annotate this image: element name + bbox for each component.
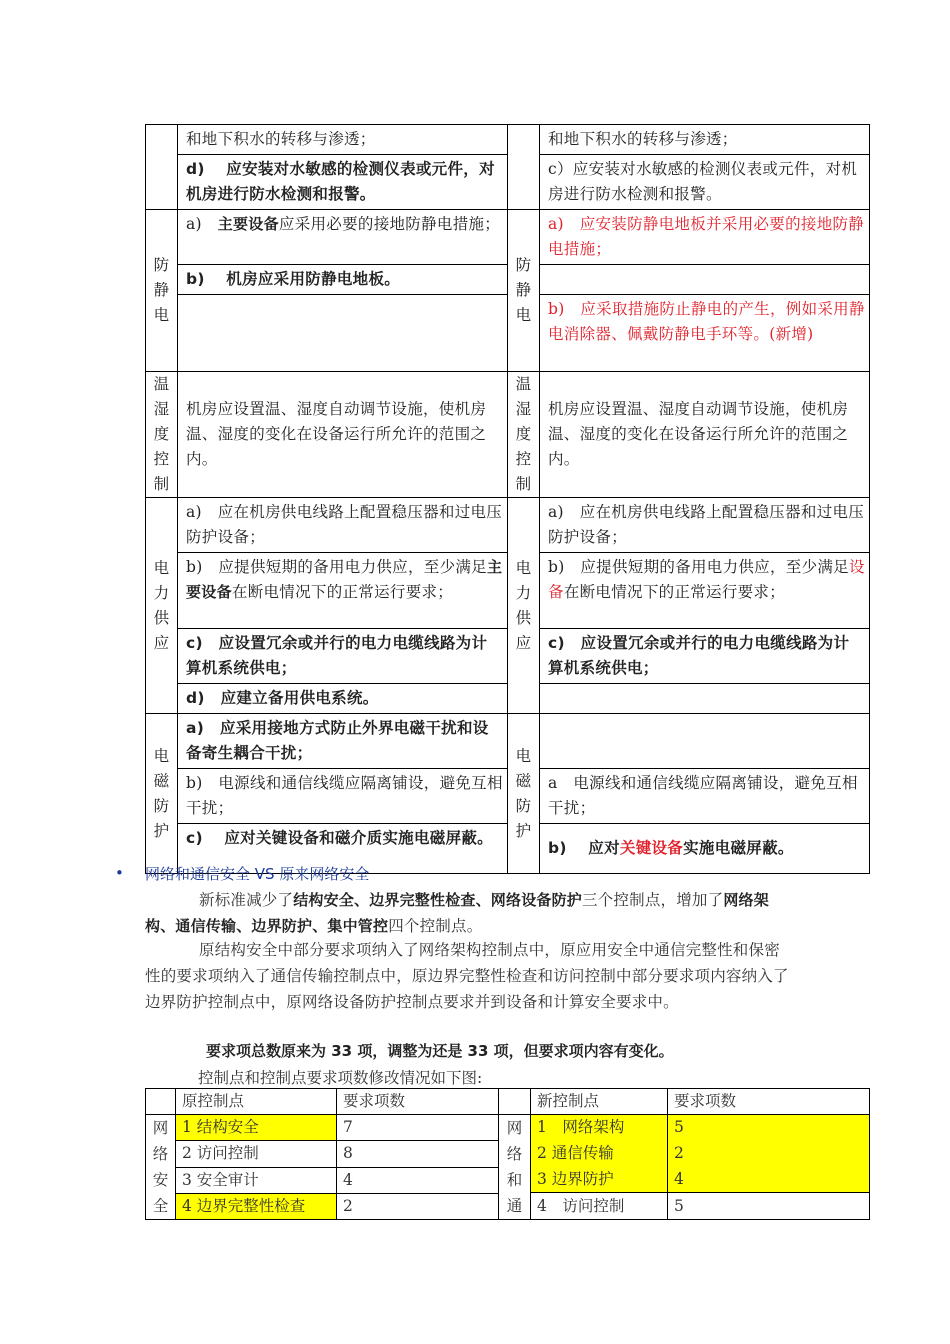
label-power-left: 电力供应 xyxy=(146,498,178,714)
power-right-c: c) 应设置冗余或并行的电力电缆线路为计算机系统供电； xyxy=(540,629,870,684)
emi-right-a: a 电源线和通信线缆应隔离铺设，避免互相干扰； xyxy=(540,769,870,824)
old-group-label: 网络安全 xyxy=(146,1115,176,1220)
power-right-a: a) 应在机房供电线路上配置稳压器和过电压防护设备； xyxy=(540,498,870,553)
static-right-b: b) 应采取措施防止静电的产生，例如采用静电消除器、佩戴防静电手环等。(新增) xyxy=(540,295,870,372)
emi-left-b: b) 电源线和通信线缆应隔离铺设，避免互相干扰； xyxy=(178,769,508,824)
label-humidity-right: 温湿度控制 xyxy=(508,372,540,498)
old-row-count: 7 xyxy=(337,1115,499,1141)
emi-right-b: b) 应对关键设备实施电磁屏蔽。 xyxy=(540,824,870,874)
paragraph-details: 原结构安全中部分要求项纳入了网络架构控制点中，原应用安全中通信完整性和保密性的要求项纳入了通信传输控制点中，原边界完整性检查和访问控制中部分要求项内容纳入了边界防护控制点中，原网络设备防护控制点要求并到设备和计算安全要求中。 xyxy=(145,941,789,1011)
label-humidity-left: 温湿度控制 xyxy=(146,372,178,498)
static-left-a: a) 主要设备应采用必要的接地防静电措施； xyxy=(178,210,508,265)
humidity-left: 机房应设置温、湿度自动调节设施，使机房温、湿度的变化在设备运行所允许的范围之内。 xyxy=(178,372,508,498)
old-row-name: 1 结构安全 xyxy=(176,1115,337,1141)
new-row-name: 3 边界防护 xyxy=(531,1166,668,1192)
power-left-b: b) 应提供短期的备用电力供应，至少满足主要设备在断电情况下的正常运行要求； xyxy=(178,553,508,629)
new-row-count: 5 xyxy=(668,1193,870,1220)
new-row-name: 1 网络架构 xyxy=(531,1115,668,1141)
water-left-1: 和地下积水的转移与渗透； xyxy=(178,125,508,155)
new-row-count: 5 xyxy=(668,1115,870,1141)
old-row-name: 3 安全审计 xyxy=(176,1167,337,1193)
old-row-count: 2 xyxy=(337,1193,499,1219)
old-row-name: 4 边界完整性检查 xyxy=(176,1193,337,1219)
new-header-count: 要求项数 xyxy=(668,1089,870,1115)
new-row-count: 4 xyxy=(668,1166,870,1192)
water-right-c: c）应安装对水敏感的检测仪表或元件，对机房进行防水检测和报警。 xyxy=(540,155,870,210)
humidity-right: 机房应设置温、湿度自动调节设施，使机房温、湿度的变化在设备运行所允许的范围之内。 xyxy=(540,372,870,498)
power-left-a: a) 应在机房供电线路上配置稳压器和过电压防护设备； xyxy=(178,498,508,553)
section-title: 网络和通信安全 VS 原来网络安全 xyxy=(145,865,370,883)
new-row-name: 2 通信传输 xyxy=(531,1141,668,1167)
water-left-d: d) 应安装对水敏感的检测仪表或元件，对机房进行防水检测和报警。 xyxy=(178,155,508,210)
empty-cell xyxy=(178,295,508,372)
new-control-table xyxy=(498,1088,870,1220)
empty-cell xyxy=(540,684,870,714)
empty-cell xyxy=(540,265,870,295)
new-group-label: 网络和通 xyxy=(499,1115,531,1220)
emi-left-a: a) 应采用接地方式防止外界电磁干扰和设备寄生耦合干扰； xyxy=(178,714,508,769)
empty-cell xyxy=(146,1089,176,1115)
label-power-right: 电力供应 xyxy=(508,498,540,714)
new-row-name: 4 访问控制 xyxy=(531,1193,668,1220)
old-control-table xyxy=(145,1088,499,1220)
old-row-count: 4 xyxy=(337,1167,499,1193)
empty-label-cell xyxy=(508,125,540,210)
empty-cell xyxy=(540,714,870,769)
table-caption: 控制点和控制点要求项数修改情况如下图: xyxy=(198,1069,483,1087)
label-emi-left: 电磁防护 xyxy=(146,714,178,874)
old-row-name: 2 访问控制 xyxy=(176,1141,337,1167)
label-static-left: 防静电 xyxy=(146,210,178,372)
empty-label-cell xyxy=(146,125,178,210)
label-static-right: 防静电 xyxy=(508,210,540,372)
old-row-count: 8 xyxy=(337,1141,499,1167)
power-left-d: d) 应建立备用供电系统。 xyxy=(178,684,508,714)
water-right-1: 和地下积水的转移与渗透； xyxy=(540,125,870,155)
power-right-b: b) 应提供短期的备用电力供应，至少满足设备在断电情况下的正常运行要求； xyxy=(540,553,870,629)
paragraph-intro: 新标准减少了结构安全、边界完整性检查、网络设备防护三个控制点，增加了网络架构、通信传输、边界防护、集中管控四个控制点。 xyxy=(145,891,769,935)
summary-line: 要求项总数原来为 33 项，调整为还是 33 项，但要求项内容有变化。 xyxy=(206,1042,674,1060)
label-emi-right: 电磁防护 xyxy=(508,714,540,874)
old-header-count: 要求项数 xyxy=(337,1089,499,1115)
empty-cell xyxy=(499,1089,531,1115)
static-left-b: b) 机房应采用防静电地板。 xyxy=(178,265,508,295)
comparison-table xyxy=(145,124,870,874)
new-header-name: 新控制点 xyxy=(531,1089,668,1115)
emi-left-c: c) 应对关键设备和磁介质实施电磁屏蔽。 xyxy=(178,824,508,874)
static-right-a: a) 应安装防静电地板并采用必要的接地防静电措施； xyxy=(540,210,870,265)
bullet-icon: • xyxy=(115,864,124,882)
old-header-name: 原控制点 xyxy=(176,1089,337,1115)
new-row-count: 2 xyxy=(668,1141,870,1167)
power-left-c: c) 应设置冗余或并行的电力电缆线路为计算机系统供电； xyxy=(178,629,508,684)
